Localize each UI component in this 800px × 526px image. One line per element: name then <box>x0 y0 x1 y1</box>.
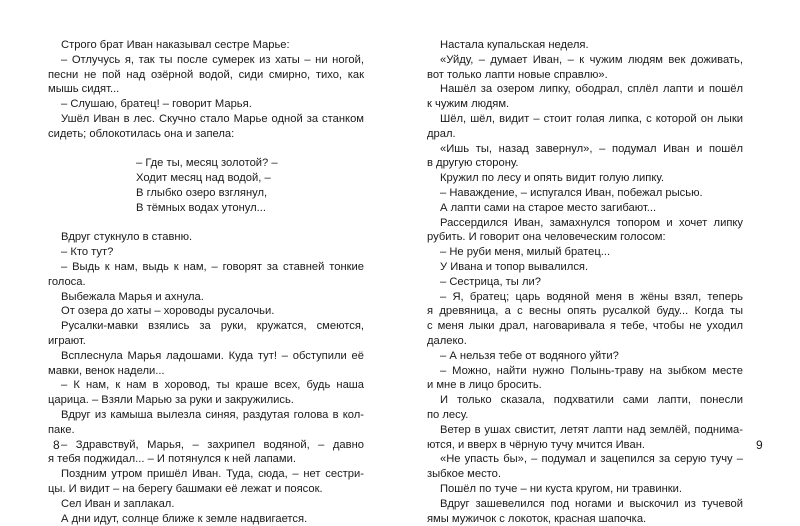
text-line: А дни идут, солнце ближе к земле надвигается. <box>48 512 364 526</box>
text-line: я древяница, а с весны опять русалкой буду... Когда ты <box>427 304 743 319</box>
text-line: мышь сидят... <box>48 82 364 97</box>
text-line: «Уйду, – думает Иван, – к чужим людям век доживать, <box>427 53 743 68</box>
text-line: зыбкое место. <box>427 467 743 482</box>
left-page-number: 8 <box>53 438 60 452</box>
text-line: – Здравствуй, Марья, – захрипел водяной, – давно <box>48 438 364 453</box>
verse-line: В глыбко озеро взглянул, <box>48 186 364 201</box>
text-line: царица. – Взяли Марью за руки и закружились. <box>48 393 364 408</box>
text-line: я тебя поджидал... – И потянулся к ней лапами. <box>48 452 364 467</box>
text-line: Русалки-мавки взялись за руки, кружатся, смеются, <box>48 319 364 334</box>
text-line: голоса. <box>48 275 364 290</box>
left-page-text <box>48 38 364 526</box>
verse-line: В тёмных водах утонул... <box>48 201 364 216</box>
text-line: – Наваждение, – испугался Иван, побежал рысью. <box>427 186 743 201</box>
text-line: – Я, братец; царь водяной меня в жёны взял, теперь <box>427 290 743 305</box>
text-line: драл. <box>427 127 743 142</box>
stanza-gap <box>48 142 364 157</box>
text-line: «Не упасть бы», – подумал и зацепился за серую тучу – <box>427 452 743 467</box>
text-line: Поздним утром пришёл Иван. Туда, сюда, – нет сестри- <box>48 467 364 482</box>
text-line: Нашёл за озером липку, ободрал, сплёл лапти и пошёл <box>427 82 743 97</box>
text-line: Ушёл Иван в лес. Скучно стало Марье одной за станком <box>48 112 364 127</box>
text-line: Сел Иван и заплакал. <box>48 497 364 512</box>
text-line: – А нельзя тебе от водяного уйти? <box>427 349 743 364</box>
text-line: Кружил по лесу и опять видит голую липку. <box>427 171 743 186</box>
text-line: рубить. И говорит она человеческим голосом: <box>427 230 743 245</box>
text-line: паке. <box>48 423 364 438</box>
text-line: Шёл, шёл, видит – стоит голая липка, с которой он лыки <box>427 112 743 127</box>
text-line: И только сказала, подхватили сами лапти, понесли <box>427 393 743 408</box>
right-page-text <box>427 38 743 526</box>
text-line: – Не руби меня, милый братец... <box>427 245 743 260</box>
text-line: Всплеснула Марья ладошами. Куда тут! – обступили её <box>48 349 364 364</box>
text-line: играют. <box>48 334 364 349</box>
text-line: – Можно, найти нужно Полынь-траву на зыбком месте <box>427 364 743 379</box>
text-line: мавки, венок надели... <box>48 364 364 379</box>
text-line: Ветер в ушах свистит, летят лапти над землёй, поднима- <box>427 423 743 438</box>
verse-line: – Где ты, месяц золотой? – <box>48 156 364 171</box>
text-line: Рассердился Иван, замахнулся топором и хочет липку <box>427 216 743 231</box>
text-line: Настала купальская неделя. <box>427 38 743 53</box>
text-line: песни не пой над озёрной водой, сиди смирно, тихо, как <box>48 68 364 83</box>
verse-line: Ходит месяц над водой, – <box>48 171 364 186</box>
text-line: – К нам, к нам в хоровод, ты краше всех, будь наша <box>48 378 364 393</box>
text-line: Выбежала Марья и ахнула. <box>48 290 364 305</box>
text-line: – Слушаю, братец! – говорит Марья. <box>48 97 364 112</box>
text-line: ются, и вверх в чёрную тучу мчится Иван. <box>427 438 743 453</box>
text-line: – Сестрица, ты ли? <box>427 275 743 290</box>
text-line: – Кто тут? <box>48 245 364 260</box>
right-page-number: 9 <box>756 438 763 452</box>
text-line: – Выдь к нам, выдь к нам, – говорят за ставней тонкие <box>48 260 364 275</box>
text-line: по лесу. <box>427 408 743 423</box>
text-line: и мне в лицо бросить. <box>427 378 743 393</box>
stanza-gap <box>48 216 364 231</box>
text-line: вот только лапти новые справлю». <box>427 68 743 83</box>
text-line: Пошёл по туче – ни куста кругом, ни травинки. <box>427 482 743 497</box>
text-line: к чужим людям. <box>427 97 743 112</box>
text-line: Вдруг зашевелился под ногами и выскочил из тучевой <box>427 497 743 512</box>
text-line: ямы мужичок с локоток, красная шапочка. <box>427 512 743 526</box>
text-line: цы. И видит – на берегу башмаки её лежат и поясок. <box>48 482 364 497</box>
text-line: далеко. <box>427 334 743 349</box>
text-line: От озера до хаты – хороводы русалочьи. <box>48 304 364 319</box>
text-line: А лапти сами на старое место загибают... <box>427 201 743 216</box>
text-line: «Ишь ты, назад завернул», – подумал Иван и пошёл <box>427 142 743 157</box>
text-line: сидеть; облокотилась она и запела: <box>48 127 364 142</box>
text-line: – Отлучусь я, так ты после сумерек из хаты – ни ногой, <box>48 53 364 68</box>
text-line: с меня лыки драл, наговаривала я тебе, чтобы не уходил <box>427 319 743 334</box>
text-line: Строго брат Иван наказывал сестре Марье: <box>48 38 364 53</box>
text-line: Вдруг из камыша вылезла синяя, раздутая голова в кол- <box>48 408 364 423</box>
text-line: Вдруг стукнуло в ставню. <box>48 230 364 245</box>
text-line: в другую сторону. <box>427 156 743 171</box>
text-line: У Ивана и топор вывалился. <box>427 260 743 275</box>
